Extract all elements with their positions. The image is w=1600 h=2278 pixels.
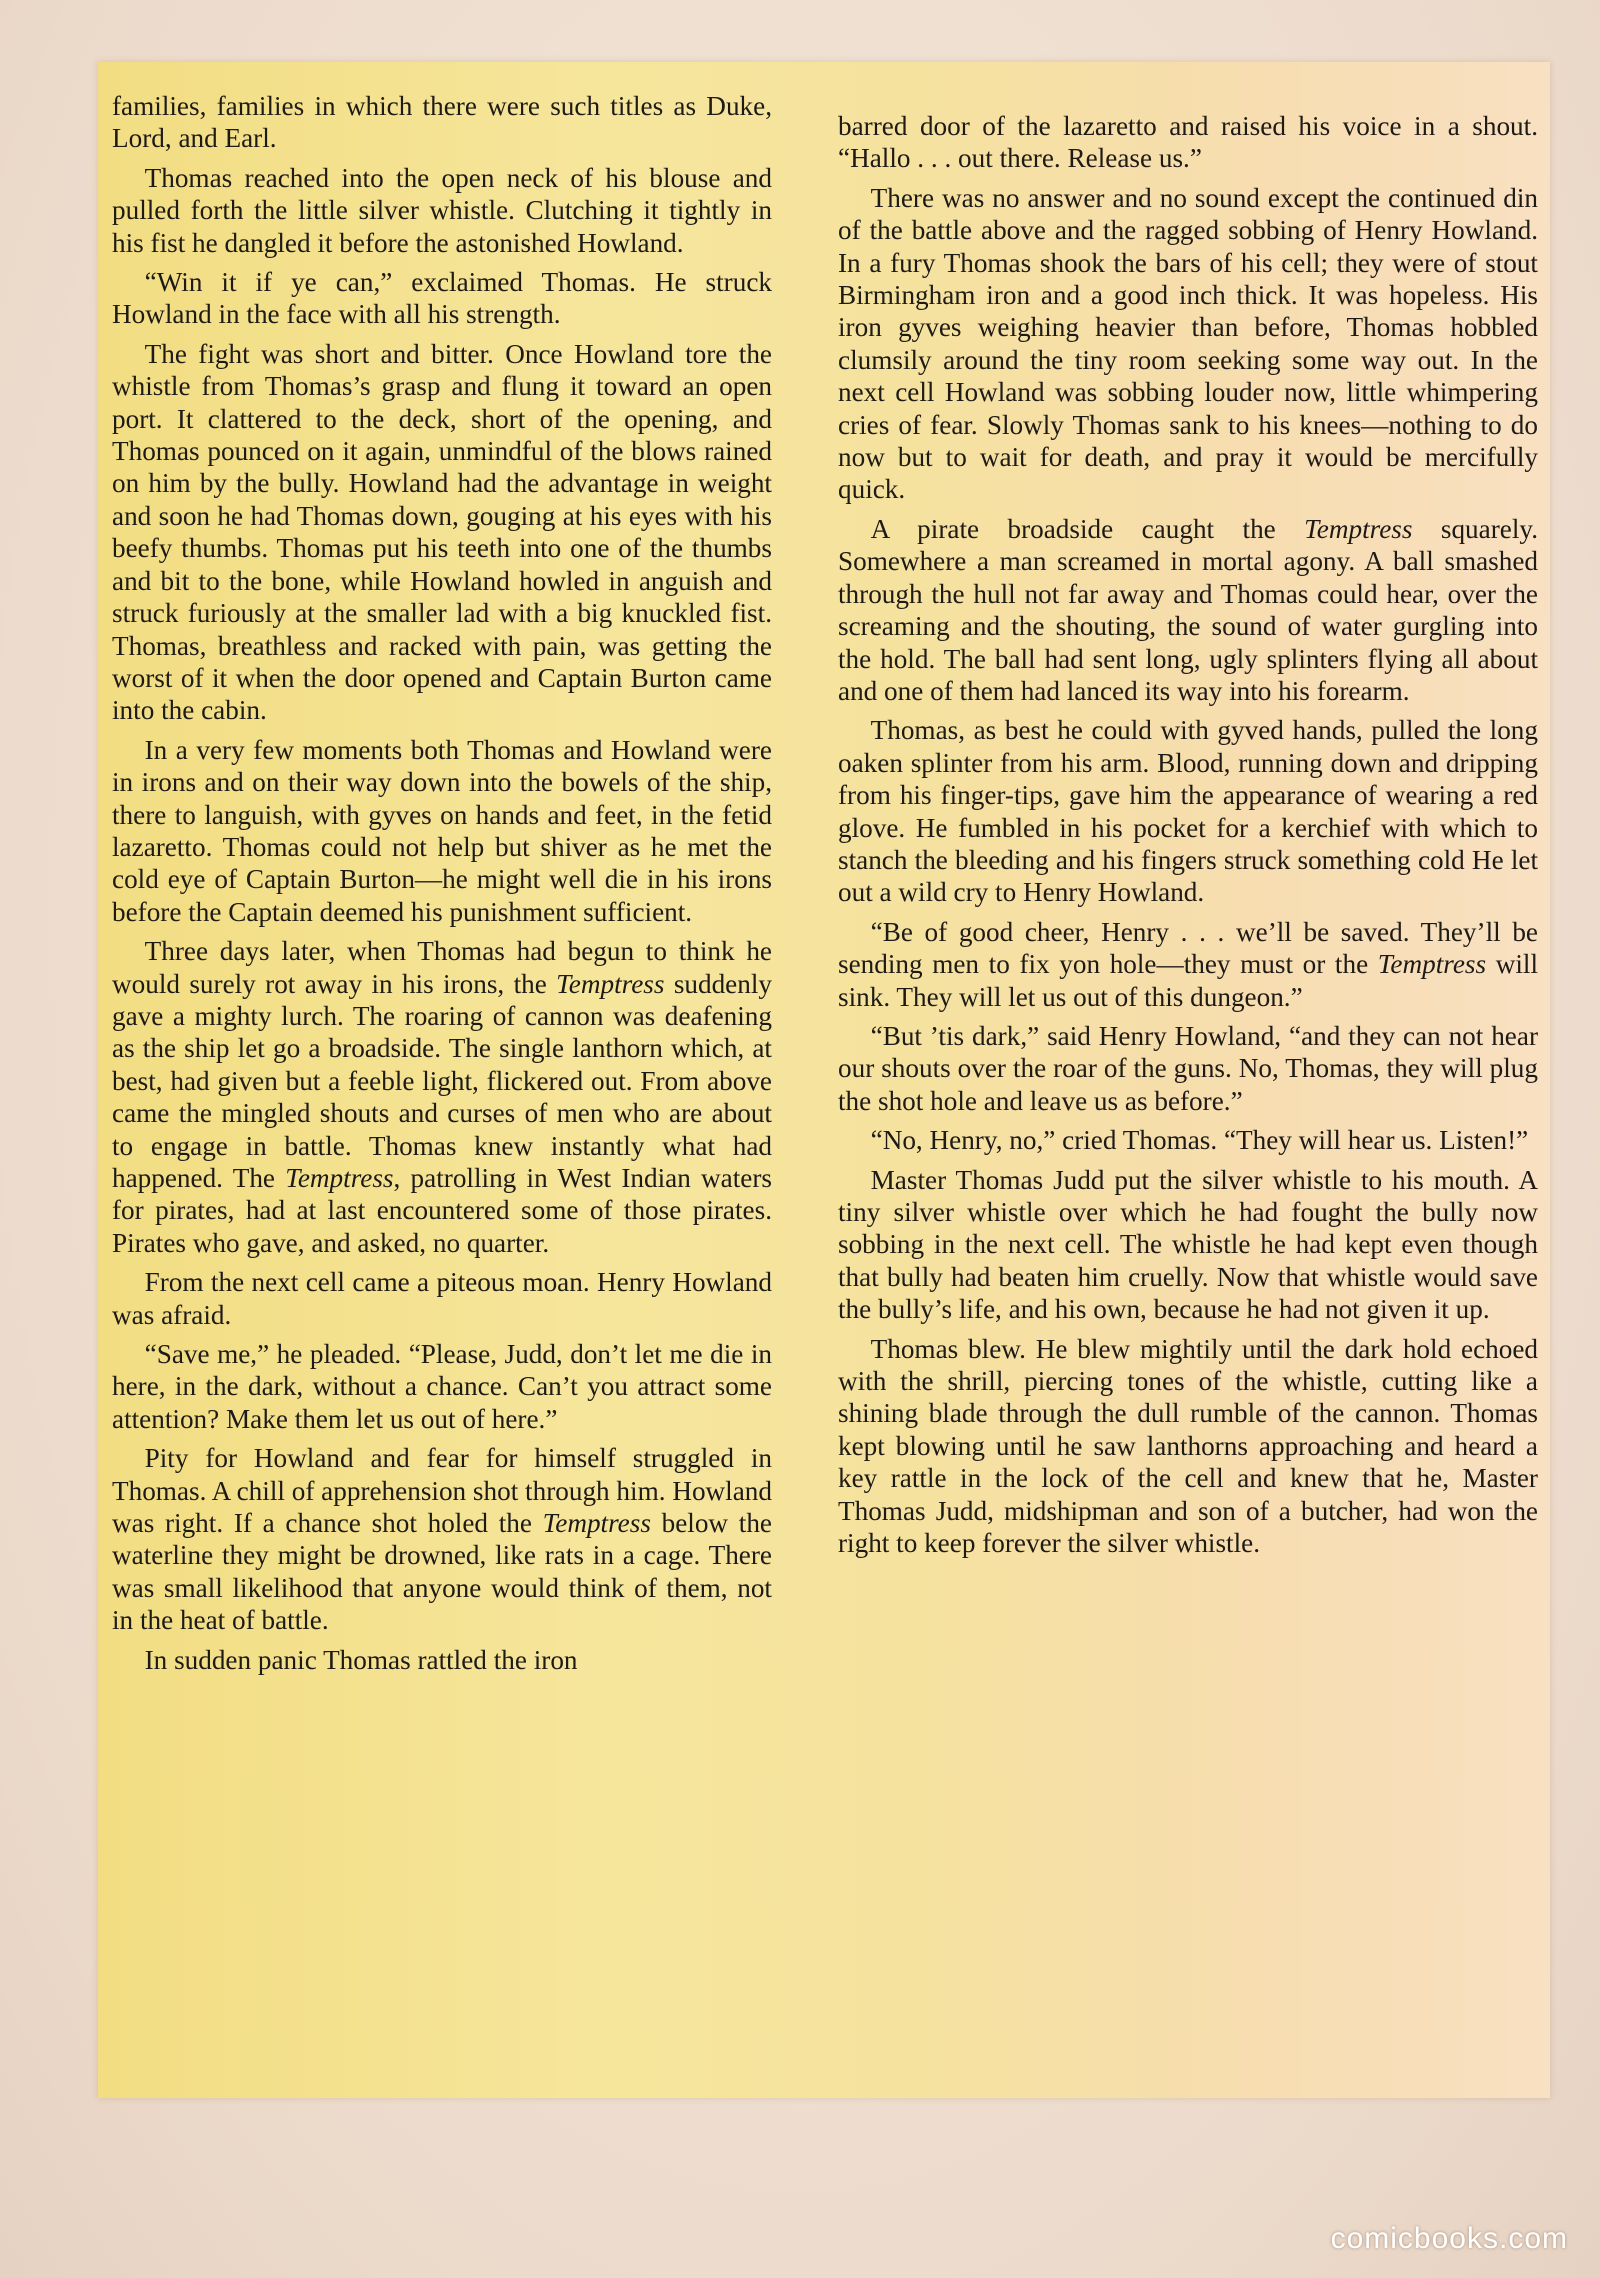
paragraph: Thomas, as best he could with gyved hands, pulled the long oaken splinter from his arm. Blood, running down and dripping from his finger-tips, gave him the appearance of wearing a red glove. He fumbled in his pocket for a kerchief with which to stanch the bleeding and his fingers struck something cold He let out a wild cry to Henry Howland. [838,715,1538,908]
paragraph: Master Thomas Judd put the silver whistle to his mouth. A tiny silver whistle over which he had fought the bully now sobbing in the next cell. The whistle he had kept even though that bully had beaten him cruelly. Now that whistle would save the bully’s life, and his own, because he had not given it up. [838,1164,1538,1325]
ship-name: Temptress [556,968,665,999]
paragraph: Thomas reached into the open neck of his blouse and pulled forth the little silver whistle. Clutching it tightly in his fist he dangled it before the astonished Howland. [112,162,772,258]
left-column [112,90,772,1676]
paragraph: Three days later, when Thomas had begun to think he would surely rot away in his irons, the Temptress suddenly gave a mighty lurch. The roaring of cannon was deafening as the ship let go a broadside. The single lanthorn which, at best, had given but a feeble light, flickered out. From above came the mingled shouts and curses of men who are about to engage in battle. Thomas knew instantly what had happened. The Temptress, patrolling in West Indian waters for pirates, had at last encountered some of those pirates. Pirates who gave, and asked, no quarter. [112,936,772,1258]
right-column [838,110,1538,1559]
site-watermark: comicbooks.com [1330,2222,1568,2255]
paragraph: “Win it if ye can,” exclaimed Thomas. He struck Howland in the face with all his strength. [112,267,772,330]
ship-name: Temptress [542,1508,651,1539]
ship-name: Temptress [1304,513,1413,544]
paragraph: “Save me,” he pleaded. “Please, Judd, don’t let me die in here, in the dark, without a chance. Can’t you attract some attention? Make them let us out of here.” [112,1339,772,1434]
paragraph: From the next cell came a piteous moan. Henry Howland was afraid. [112,1267,772,1330]
paragraph: A pirate broadside caught the Temptress squarely. Somewhere a man screamed in mortal agony. A ball smashed through the hull not far away and Thomas could hear, over the screaming and the shouting, the sound of water gurgling into the hold. The ball had sent long, ugly splinters flying all about and one of them had lanced its way into his forearm. [838,513,1538,706]
ship-name: Temptress [1377,949,1487,980]
paragraph: “No, Henry, no,” cried Thomas. “They will hear us. Listen!” [870,1125,1529,1156]
paragraph: Thomas blew. He blew mightily until the dark hold echoed with the shrill, piercing tones of the whistle, cutting like a shining blade through the dull rumble of the cannon. Thomas kept blowing until he saw lanthorns approaching and heard a key rattle in the lock of the cell and knew that he, Master Thomas Judd, midshipman and son of a butcher, had won the right to keep forever the silver whistle. [838,1333,1538,1559]
paragraph: Pity for Howland and fear for himself struggled in Thomas. A chill of apprehension shot through him. Howland was right. If a chance shot holed the Temptress below the waterline they might be drowned, like rats in a cage. There was small likelihood that anyone would think of them, not in the heat of battle. [112,1443,772,1636]
paragraph: “But ’tis dark,” said Henry Howland, “and they can not hear our shouts over the roar of the guns. No, Thomas, they will plug the shot hole and leave us as before.” [838,1020,1538,1116]
paragraph: “Be of good cheer, Henry . . . we’ll be saved. They’ll be sending men to fix yon hole—they must or the Temptress will sink. They will let us out of this dungeon.” [838,916,1538,1012]
ship-name: Temptress [285,1163,394,1193]
paragraph: In sudden panic Thomas rattled the iron [144,1644,578,1675]
paragraph: The fight was short and bitter. Once Howland tore the whistle from Thomas’s grasp and flung it toward an open port. It clattered to the deck, short of the opening, and Thomas pounced on it again, unmindful of the blows rained on him by the bully. Howland had the advantage in weight and soon he had Thomas down, gouging at his eyes with his beefy thumbs. Thomas put his teeth into one of the thumbs and bit to the bone, while Howland howled in anguish and struck furiously at the smaller lad with a big knuckled fist. Thomas, breathless and racked with pain, was getting the worst of it when the door opened and Captain Burton came into the cabin. [112,338,772,726]
paragraph: families, families in which there were such titles as Duke, Lord, and Earl. [112,91,772,154]
paragraph: barred door of the lazaretto and raised his voice in a shout. “Hallo . . . out there. Release us.” [838,111,1538,174]
paragraph: There was no answer and no sound except the continued din of the battle above and the ragged sobbing of Henry Howland. In a fury Thomas shook the bars of his cell; they were of stout Birmingham iron and a good inch thick. It was hopeless. His iron gyves weighing heavier than before, Thomas hobbled clumsily around the tiny room seeking some way out. In the next cell Howland was sobbing louder now, little whimpering cries of fear. Slowly Thomas sank to his knees—nothing to do now but to wait for death, and pray it would be mercifully quick. [838,182,1538,505]
paragraph: In a very few moments both Thomas and Howland were in irons and on their way down into the bowels of the ship, there to languish, with gyves on hands and feet, in the fetid lazaretto. Thomas could not help but shiver as he met the cold eye of Captain Burton—he might well die in his irons before the Captain deemed his punishment sufficient. [112,734,772,927]
